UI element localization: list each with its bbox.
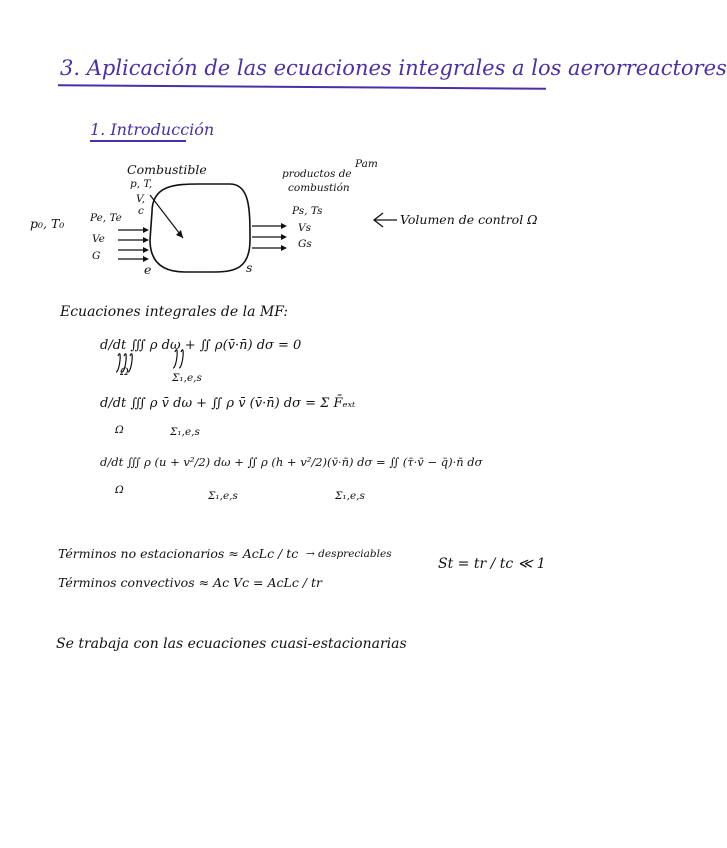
momentum-equation: d/dt ∭ ρ v̄ dω + ∬ ρ v̄ (v̄·n̄) dσ = Σ F̄ₑₓₜ <box>100 396 356 411</box>
mass-sub-omega: Ω <box>120 366 129 378</box>
energy-sub-sigma-rhs: Σ₁,e,s <box>335 490 365 502</box>
inlet-e: e <box>144 262 152 277</box>
ambient-label: p₀, T₀ <box>30 216 65 231</box>
fuel-c: c <box>138 205 144 217</box>
pam-label: Pam <box>355 158 378 170</box>
outlet-pt: Ps, Ts <box>292 205 323 217</box>
inlet-pt: Pe, Te <box>90 212 122 224</box>
products-label-2: combustión <box>288 182 350 194</box>
fuel-arrow <box>150 195 183 238</box>
page-title: 3. Aplicación de las ecuaciones integrales a los aerorreactores <box>60 56 727 80</box>
mass-equation: d/dt ∭ ρ dω + ∬ ρ(v̄·n̄) dσ = 0 <box>100 338 302 353</box>
energy-sub-sigma: Σ₁,e,s <box>208 490 238 502</box>
outlet-g: Gs <box>298 238 312 250</box>
inlet-v: Ve <box>92 233 105 245</box>
combustible-label: Combustible <box>127 162 207 177</box>
section-subtitle: 1. Introducción <box>90 120 215 139</box>
energy-equation: d/dt ∭ ρ (u + v²/2) dω + ∬ ρ (h + v²/2)(v̄·n̄) dσ = ∬ (τ̄·v̄ − q̄)·n̄ dσ <box>100 455 483 469</box>
strouhal-formula: St = tr / tc ≪ 1 <box>438 556 546 572</box>
convective-terms: Términos convectivos ≈ Ac Vc = AcLc / tr <box>58 575 322 590</box>
negligible-label: → despreciables <box>306 548 392 560</box>
momentum-sub-sigma: Σ₁,e,s <box>170 426 200 438</box>
fuel-props: p, T, <box>130 178 153 190</box>
mass-sub-sigma: Σ₁,e,s <box>172 372 202 384</box>
conclusion-text: Se trabaja con las ecuaciones cuasi-estacionarias <box>56 636 407 652</box>
outlet-v: Vs <box>298 222 311 234</box>
outlet-s: s <box>246 260 253 275</box>
equations-heading: Ecuaciones integrales de la MF: <box>60 304 289 320</box>
inlet-arrows <box>118 230 147 259</box>
outlet-arrows <box>252 226 284 248</box>
control-volume-label: Volumen de control Ω <box>400 212 538 227</box>
inlet-g: G <box>92 250 101 262</box>
fuel-velocity: V, <box>136 193 146 205</box>
non-stationary-terms: Términos no estacionarios ≈ AcLc / tc <box>58 546 299 561</box>
control-volume-outline <box>150 184 250 272</box>
products-label-1: productos de <box>282 168 352 180</box>
energy-sub-omega: Ω <box>115 484 124 496</box>
momentum-sub-omega: Ω <box>115 424 124 436</box>
